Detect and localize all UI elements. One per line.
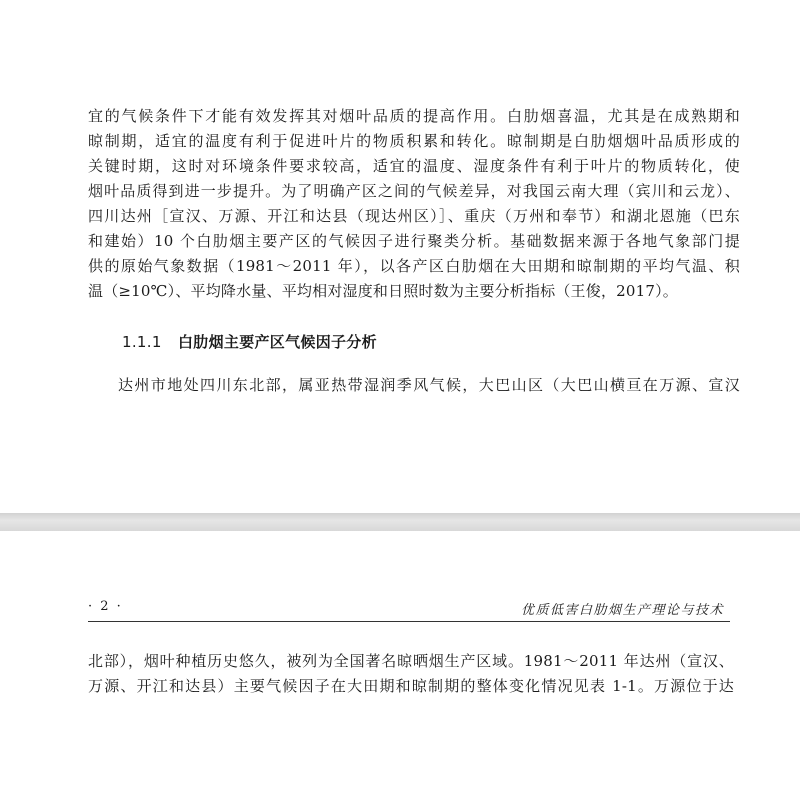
- text-line: 晾制期，适宜的温度有利于促进叶片的物质积累和转化。晾制期是白肋烟烟叶品质形成的: [88, 132, 740, 150]
- section-number: 1.1.1: [122, 333, 162, 351]
- paragraph-continued: [88, 649, 734, 699]
- text-line: 宜的气候条件下才能有效发挥其对烟叶品质的提高作用。白肋烟喜温，尤其是在成熟期和: [88, 107, 740, 125]
- text-line: 北部），烟叶种植历史悠久，被列为全国著名晾晒烟生产区域。1981～2011 年达州（宣汉、: [88, 652, 734, 670]
- document-page-lower: [0, 531, 800, 800]
- text-line: 烟叶品质得到进一步提升。为了明确产区之间的气候差异，对我国云南大理（宾川和云龙）、: [88, 182, 740, 200]
- text-line: 温（≥10℃）、平均降水量、平均相对湿度和日照时数为主要分析指标（王俊，2017）。: [88, 282, 679, 300]
- paragraph-climate-intro: [88, 104, 740, 304]
- text-line: 万源、开江和达县）主要气候因子在大田期和晾制期的整体变化情况见表 1-1。万源位于达: [88, 677, 734, 695]
- section-title: 白肋烟主要产区气候因子分析: [178, 333, 377, 351]
- book-title: 优质低害白肋烟生产理论与技术: [520, 603, 724, 618]
- paragraph-dazhou: [88, 373, 740, 398]
- section-heading: [122, 331, 377, 352]
- text-line: 关键时期，这时对环境条件要求较高，适宜的温度、湿度条件有利于叶片的物质转化，使: [88, 157, 740, 175]
- text-line: 供的原始气象数据（1981～2011 年），以各产区白肋烟在大田期和晾制期的平均气温、积: [88, 257, 740, 275]
- text-line: 和建始）10 个白肋烟主要产区的气候因子进行聚类分析。基础数据来源于各地气象部门提: [88, 232, 740, 250]
- text-line: 达州市地处四川东北部，属亚热带湿润季风气候，大巴山区（大巴山横亘在万源、宣汉: [118, 376, 740, 394]
- page-number: · 2 ·: [88, 599, 123, 614]
- page-separator: [0, 513, 800, 531]
- running-header: [88, 595, 730, 622]
- text-line: 四川达州［宣汉、万源、开江和达县（现达州区）］、重庆（万州和奉节）和湖北恩施（巴东: [88, 207, 740, 225]
